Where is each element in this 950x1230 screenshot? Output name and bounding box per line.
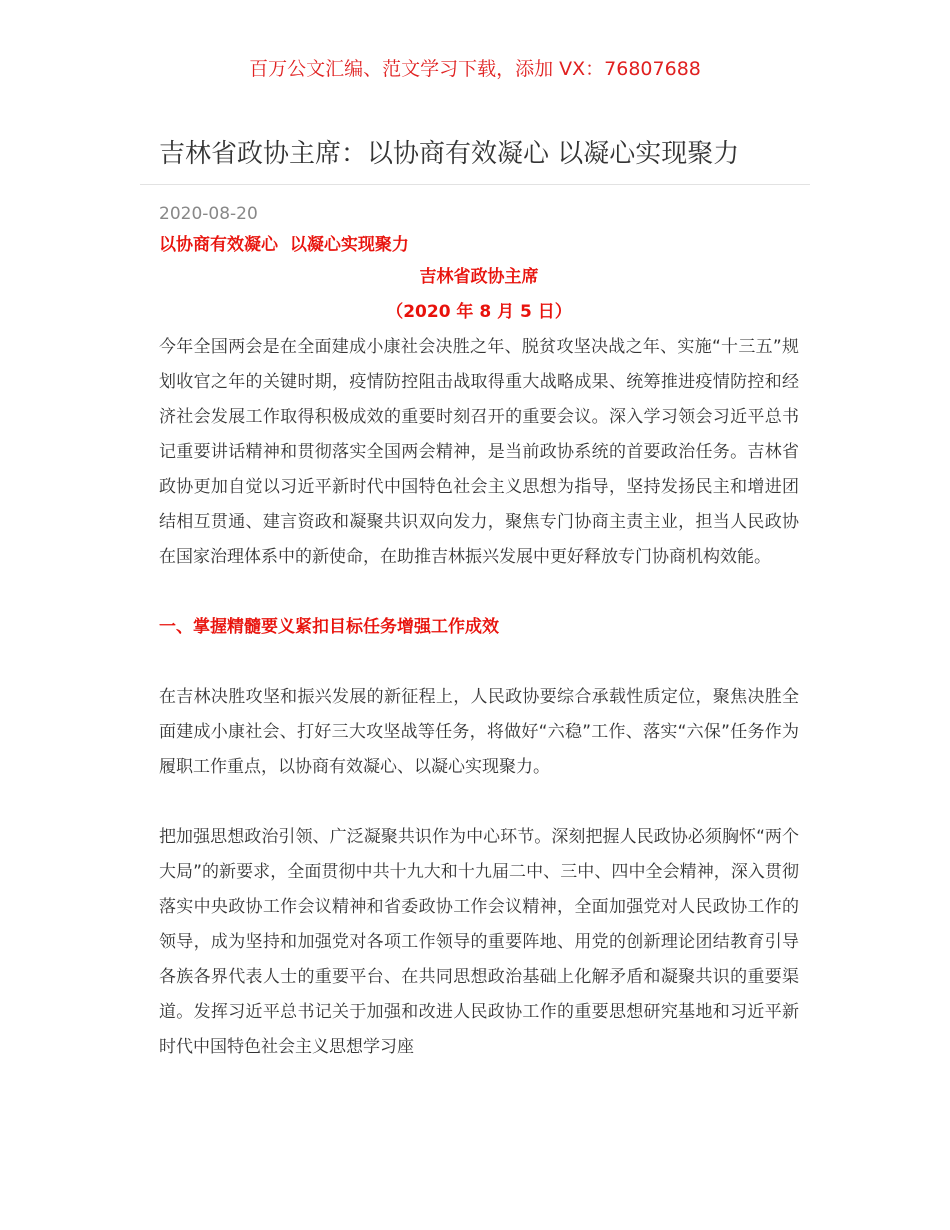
- speech-date: （2020 年 8 月 5 日）: [386, 302, 572, 322]
- article-subtitle: 以协商有效凝心 以凝心实现聚力: [159, 235, 409, 255]
- title-divider: [140, 184, 810, 185]
- article-title: 吉林省政协主席：以协商有效凝心 以凝心实现聚力: [159, 139, 740, 169]
- paragraph-section1-a: 在吉林决胜攻坚和振兴发展的新征程上，人民政协要综合承载性质定位，聚焦决胜全面建成小康社会、打好三大攻坚战等任务，将做好“六稳”工作、落实“六保”任务作为履职工作重点，以协商有效凝心、以凝心实现聚力。: [159, 687, 799, 777]
- article-body: [159, 230, 799, 1065]
- speech-author: 吉林省政协主席: [419, 267, 539, 287]
- section-heading-1: 一、掌握精髓要义紧扣目标任务增强工作成效: [159, 617, 499, 637]
- paragraph-intro: 今年全国两会是在全面建成小康社会决胜之年、脱贫攻坚决战之年、实施“十三五”规划收官之年的关键时期，疫情防控阻击战取得重大战略成果、统筹推进疫情防控和经济社会发展工作取得积极成效的重要时刻召开的重要会议。深入学习领会习近平总书记重要讲话精神和贯彻落实全国两会精神，是当前政协系统的首要政治任务。吉林省政协更加自觉以习近平新时代中国特色社会主义思想为指导，坚持发扬民主和增进团结相互贯通、建言资政和凝聚共识双向发力，聚焦专门协商主责主业，担当人民政协在国家治理体系中的新使命，在助推吉林振兴发展中更好释放专门协商机构效能。: [159, 337, 799, 567]
- publish-date: 2020-08-20: [159, 204, 258, 224]
- promo-banner: 百万公文汇编、范文学习下载，添加 VX：76807688: [249, 58, 701, 80]
- paragraph-section1-b: 把加强思想政治引领、广泛凝聚共识作为中心环节。深刻把握人民政协必须胸怀“两个大局”的新要求，全面贯彻中共十九大和十九届二中、三中、四中全会精神，深入贯彻落实中央政协工作会议精神和省委政协工作会议精神，全面加强党对人民政协工作的领导，成为坚持和加强党对各项工作领导的重要阵地、用党的创新理论团结教育引导各族各界代表人士的重要平台、在共同思想政治基础上化解矛盾和凝聚共识的重要渠道。发挥习近平总书记关于加强和改进人民政协工作的重要思想研究基地和习近平新时代中国特色社会主义思想学习座: [159, 827, 799, 1057]
